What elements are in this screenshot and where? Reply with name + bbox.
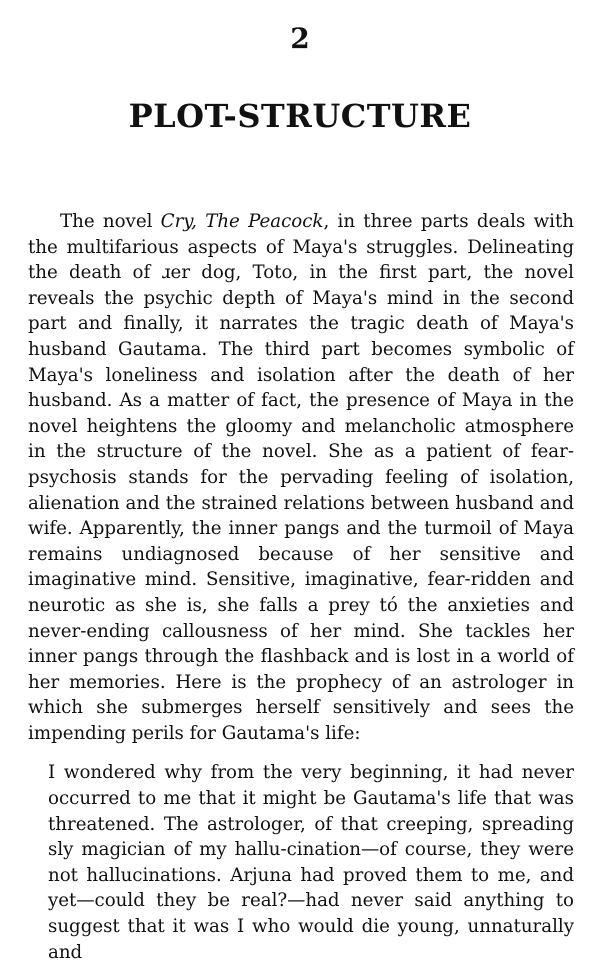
novel-title: Cry, The Peacock	[160, 211, 324, 232]
body-paragraph	[28, 209, 574, 746]
paragraph-text-start: The novel	[60, 211, 161, 232]
paragraph-text-rest: , in three parts deals with the multifarious aspects of Maya's struggles. Delineating the death of ɹer dog, Toto, in the first part, the novel reveals the psychic depth of Maya's mind in the second part and finally, it narrates the tragic death of Maya's husband Gautama. The third part becomes symbolic of Maya's loneliness and isolation after the death of her husband. As a matter of fact, the presence of Maya in the novel heightens the gloomy and melancholic atmosphere in the structure of the novel. She as a patient of fear-psychosis stands for the pervading feeling of isolation, alienation and the strained relations between husband and wife. Apparently, the inner pangs and the turmoil of Maya remains undiagnosed because of her sensitive and imaginative mind. Sensitive, imaginative, fear-ridden and neurotic as she is, she falls a prey tó the anxieties and never-ending callousness of her mind. She tackles her inner pangs through the flashback and is lost in a world of her memories. Here is the prophecy of an astrologer in which she submerges herself sensitively and sees the impending perils for Gautama's life:	[28, 211, 574, 744]
chapter-number: 2	[290, 22, 310, 55]
chapter-title: PLOT-STRUCTURE	[128, 97, 472, 135]
chapter-body	[28, 209, 574, 965]
block-quote: I wondered why from the very beginning, it had never occurred to me that it might be Gautama's life that was threatened. The astrologer, of that creeping, spreading sly magician of my hallu-cination—of course, they were not hallucinations. Arjuna had proved them to me, and yet—could they be real?—had never said anything to suggest that it was I who would die young, unnaturally and	[48, 762, 574, 963]
